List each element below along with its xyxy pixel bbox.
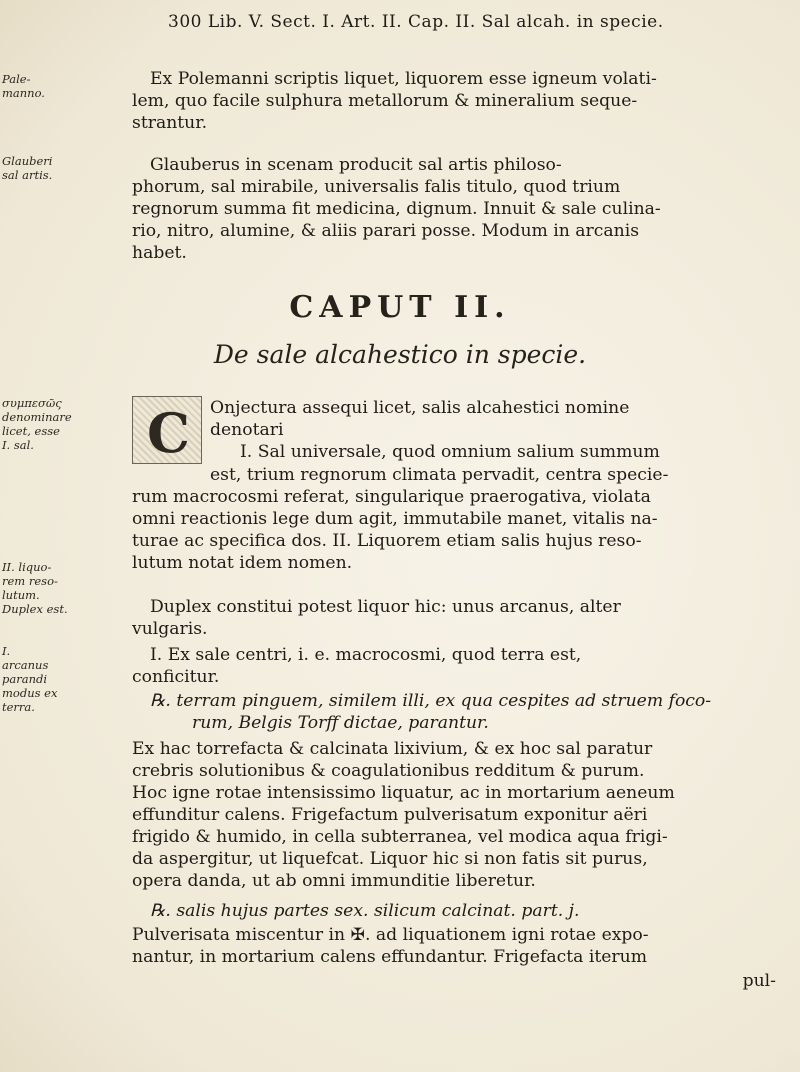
text-line: rum, Belgis Torff dictae, parantur. bbox=[192, 713, 489, 733]
margin-note-denominare bbox=[2, 396, 76, 452]
text-line: rio, nitro, alumine, & aliis parari posse. Modum in arcanis bbox=[132, 221, 640, 241]
margin-line: manno. bbox=[2, 86, 45, 100]
paragraph-torrefacta bbox=[132, 738, 782, 892]
margin-line: lutum. bbox=[2, 588, 40, 602]
text-line: ℞. salis hujus partes sex. silicum calcinat. part. j. bbox=[150, 901, 580, 921]
text-line: habet. bbox=[132, 243, 187, 263]
paragraph-sal-universale bbox=[210, 464, 782, 486]
margin-line: I. bbox=[2, 644, 11, 658]
text-line: regnorum summa fit medicina, dignum. Innuit & sale culina- bbox=[132, 199, 661, 219]
catchword-text: pul- bbox=[742, 971, 776, 991]
margin-line: rem reso- bbox=[2, 574, 58, 588]
margin-note-glauber bbox=[2, 154, 76, 182]
text-line: nantur, in mortarium calens effundantur. Frigefacta iterum bbox=[132, 947, 647, 967]
margin-line: arcanus bbox=[2, 658, 49, 672]
margin-line: Duplex est. bbox=[2, 602, 68, 616]
text-line: omni reactionis lege dum agit, immutabile manet, vitalis na- bbox=[132, 509, 658, 529]
catchword bbox=[132, 970, 782, 992]
text-line: frigido & humido, in cella subterranea, vel modica aqua frigi- bbox=[132, 827, 668, 847]
text-line: denotari bbox=[210, 420, 284, 440]
margin-line: modus ex bbox=[2, 686, 58, 700]
paragraph-glauber bbox=[132, 154, 782, 264]
paragraph-polemann bbox=[132, 68, 782, 134]
recipe-terram bbox=[132, 690, 782, 734]
text-line: Onjectura assequi licet, salis alcahestici nomine bbox=[210, 398, 630, 418]
text-line: est, trium regnorum climata pervadit, centra specie- bbox=[210, 465, 669, 485]
margin-line: licet, esse bbox=[2, 424, 60, 438]
text-line: Glauberus in scenam producit sal artis philoso- bbox=[150, 155, 562, 175]
text-line: I. Sal universale, quod omnium salium summum bbox=[240, 442, 660, 462]
text-line: crebris solutionibus & coagulationibus redditum & purum. bbox=[132, 761, 645, 781]
running-header: 300 Lib. V. Sect. I. Art. II. Cap. II. Sal alcah. in specie. bbox=[168, 12, 664, 32]
margin-note-arcanus bbox=[2, 644, 76, 714]
text-line: lutum notat idem nomen. bbox=[132, 553, 353, 573]
recipe-salis-hujus bbox=[132, 900, 782, 922]
text-line: turae ac specifica dos. II. Liquorem etiam salis hujus reso- bbox=[132, 531, 642, 551]
text-line: da aspergitur, ut liquefcat. Liquor hic si non fatis sit purus, bbox=[132, 849, 648, 869]
text-line: Pulverisata miscentur in ✠. ad liquationem igni rotae expo- bbox=[132, 925, 649, 945]
margin-note-liquorem bbox=[2, 560, 76, 616]
text-line: lem, quo facile sulphura metallorum & mineralium seque- bbox=[132, 91, 638, 111]
margin-line: II. liquo- bbox=[2, 560, 52, 574]
margin-line: Pale- bbox=[2, 72, 31, 86]
margin-line: denominare bbox=[2, 410, 72, 424]
margin-line: parandi bbox=[2, 672, 48, 686]
margin-line: I. sal. bbox=[2, 438, 34, 452]
chapter-subtitle: De sale alcahestico in specie. bbox=[213, 340, 587, 369]
text-line: Hoc igne rotae intensissimo liquatur, ac in mortarium aeneum bbox=[132, 783, 675, 803]
text-line: strantur. bbox=[132, 113, 208, 133]
chapter-title: CAPUT II. bbox=[289, 290, 511, 325]
text-line: Ex Polemanni scriptis liquet, liquorem esse igneum volati- bbox=[150, 69, 657, 89]
margin-line: terra. bbox=[2, 700, 35, 714]
text-line: Ex hac torrefacta & calcinata lixivium, & ex hoc sal paratur bbox=[132, 739, 653, 759]
margin-line: Glauberi bbox=[2, 154, 53, 168]
paragraph-ex-sale-centri bbox=[132, 644, 782, 688]
margin-line: sal artis. bbox=[2, 168, 53, 182]
margin-line: συμπεσῶς bbox=[2, 396, 62, 410]
initial-letter: C bbox=[147, 401, 190, 465]
paragraph-duplex bbox=[132, 596, 782, 640]
text-line: conficitur. bbox=[132, 667, 220, 687]
decorated-initial bbox=[132, 396, 202, 464]
paragraph-sal-universale-cont bbox=[132, 486, 782, 574]
text-line: rum macrocosmi referat, singularique praerogativa, violata bbox=[132, 487, 651, 507]
text-line: Duplex constitui potest liquor hic: unus arcanus, alter bbox=[150, 597, 621, 617]
text-line: opera danda, ut ab omni immunditie liberetur. bbox=[132, 871, 536, 891]
paragraph-pulverisata bbox=[132, 924, 782, 968]
text-line: phorum, sal mirabile, universalis falis titulo, quod trium bbox=[132, 177, 621, 197]
text-line: vulgaris. bbox=[132, 619, 208, 639]
margin-note-polemann bbox=[2, 72, 76, 100]
text-line: effunditur calens. Frigefactum pulverisatum exponitur aëri bbox=[132, 805, 648, 825]
text-line: I. Ex sale centri, i. e. macrocosmi, quod terra est, bbox=[150, 645, 582, 665]
text-line: ℞. terram pinguem, similem illi, ex qua cespites ad struem foco- bbox=[150, 691, 712, 711]
